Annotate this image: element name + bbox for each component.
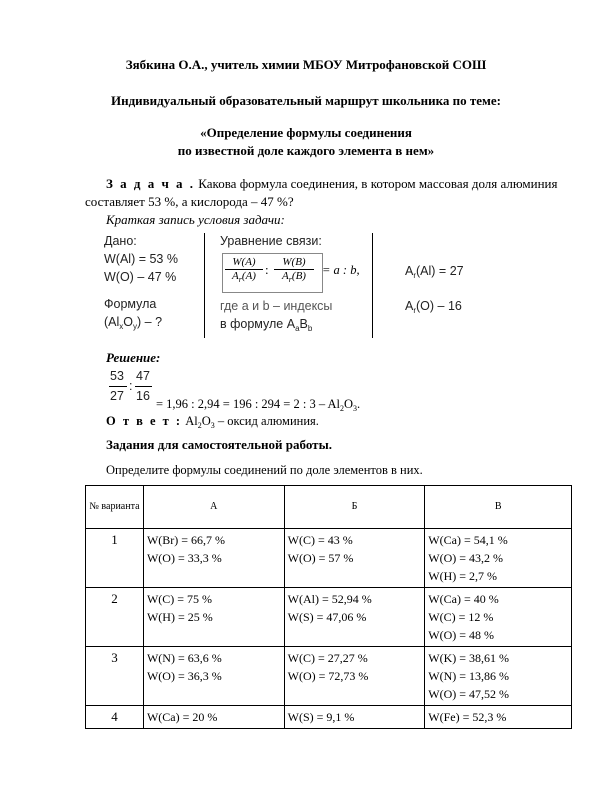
formula-label: Формула: [104, 297, 157, 311]
task-statement: [106, 176, 557, 192]
cell-b: [284, 588, 425, 647]
route-line: Индивидуальный образовательный маршрут школьника по теме:: [110, 93, 502, 108]
cell-b: [284, 647, 425, 706]
ar-o: $A_r(O) - 16$: [405, 299, 462, 315]
task-label: З а д а ч а .: [106, 176, 196, 191]
table-header-row: [86, 486, 572, 529]
mass-fraction: W(S) = 47,06 %: [287, 610, 367, 624]
cell-b: [284, 706, 425, 729]
given-label: Дано:: [104, 234, 137, 248]
variant-number: 4: [86, 706, 144, 729]
where-indices: где a и b – индексы: [220, 299, 333, 313]
author-line: Зябкина О.А., учитель химии МБОУ Митрофановской СОШ: [125, 57, 487, 72]
header-a: А: [143, 486, 284, 529]
cell-c: [425, 647, 572, 706]
table-row: [86, 647, 572, 706]
mass-fraction: W(O) = 43,2 %: [428, 551, 504, 565]
cell-c: [425, 706, 572, 729]
mass-fraction: W(C) = 27,27 %: [287, 651, 368, 665]
divider-2: [372, 233, 373, 338]
solution-label: Решение:: [106, 350, 161, 365]
mass-fraction: W(K) = 38,61 %: [428, 651, 510, 665]
fraction-bar-1: [109, 386, 127, 387]
solution-calc: = 1,96 : 2,94 = 196 : 294 = 2 : $3 - Al_2O_3$.: [156, 397, 361, 413]
variant-number: 1: [86, 529, 144, 588]
given-w-o: W(O) – 47 %: [104, 270, 177, 284]
fraction-bar-2: [135, 386, 152, 387]
divider-1: [204, 233, 205, 338]
mass-fraction: W(O) = 57 %: [287, 551, 354, 565]
table-row: [86, 529, 572, 588]
mass-fraction: W(Ca) = 20 %: [146, 710, 218, 724]
solution-n2: 47: [136, 369, 150, 383]
mass-fraction: W(N) = 13,86 %: [428, 669, 510, 683]
relation-label: Уравнение связи:: [220, 234, 322, 248]
header-b: Б: [284, 486, 425, 529]
mass-fraction: W(O) = 47,52 %: [428, 687, 510, 701]
mass-fraction: W(C) = 75 %: [146, 592, 213, 606]
topic-line-2: по известной доле каждого элемента в нем»: [177, 143, 435, 158]
mass-fraction: W(Ca) = 54,1 %: [428, 533, 508, 547]
mass-fraction: W(O) = 33,3 %: [146, 551, 222, 565]
cell-c: [425, 588, 572, 647]
table-row: [86, 706, 572, 729]
mass-fraction: W(C) = 12 %: [428, 610, 494, 624]
mass-fraction: W(Al) = 52,94 %: [287, 592, 372, 606]
fraction-a: $\frac{W(A)}{A_r(A)}$: [225, 256, 263, 283]
given-w-al: W(Al) = 53 %: [104, 252, 178, 266]
tasks-table: [85, 485, 572, 729]
mass-fraction: W(H) = 25 %: [146, 610, 213, 624]
cell-a: [143, 529, 284, 588]
solution-d1: 27: [110, 389, 124, 403]
variant-number: 3: [86, 647, 144, 706]
answer-line: О т в е т : $Al_2O_3$ – оксид алюминия.: [106, 414, 319, 430]
ar-al: $A_r(Al) = 27$: [405, 264, 464, 280]
mass-fraction: W(Br) = 66,7 %: [146, 533, 226, 547]
variant-number: 2: [86, 588, 144, 647]
solution-n1: 53: [110, 369, 124, 383]
mass-fraction: W(Fe) = 52,3 %: [428, 710, 507, 724]
mass-fraction: W(O) = 48 %: [428, 628, 495, 642]
mass-fraction: W(S) = 9,1 %: [287, 710, 355, 724]
self-work-instruction: Определите формулы соединений по доле элементов в них.: [106, 463, 423, 477]
cell-a: [143, 588, 284, 647]
in-formula: в формуле $A_aB_b$: [220, 317, 313, 333]
formula-unknown: $(Al_xO_y)$ – ?: [104, 315, 163, 331]
cell-b: [284, 529, 425, 588]
cell-c: [425, 529, 572, 588]
self-work-title: Задания для самостоятельной работы.: [106, 437, 332, 452]
header-v: В: [425, 486, 572, 529]
short-note: Краткая запись условия задачи:: [106, 212, 285, 227]
mass-fraction: W(N) = 63,6 %: [146, 651, 222, 665]
solution-sep: :: [129, 379, 133, 393]
mass-fraction: W(Ca) = 40 %: [428, 592, 499, 606]
mass-fraction: W(O) = 36,3 %: [146, 669, 222, 683]
mass-fraction: W(C) = 43 %: [287, 533, 353, 547]
solution-d2: 16: [136, 389, 150, 403]
task-text-2: составляет 53 %, а кислорода – 47 %?: [85, 194, 294, 209]
mass-fraction: W(O) = 72,73 %: [287, 669, 369, 683]
mass-fraction: W(H) = 2,7 %: [428, 569, 498, 583]
fraction-colon: :: [265, 262, 269, 277]
ratio-ab: = a : b,: [322, 263, 360, 277]
cell-a: [143, 706, 284, 729]
header-variant: № варианта: [86, 486, 144, 529]
fraction-b: $\frac{W(B)}{A_r(B)}$: [274, 256, 314, 283]
task-text-1: Какова формула соединения, в котором массовая доля алюминия: [195, 176, 558, 191]
topic-line-1: «Определение формулы соединения: [200, 125, 412, 140]
cell-a: [143, 647, 284, 706]
table-row: [86, 588, 572, 647]
